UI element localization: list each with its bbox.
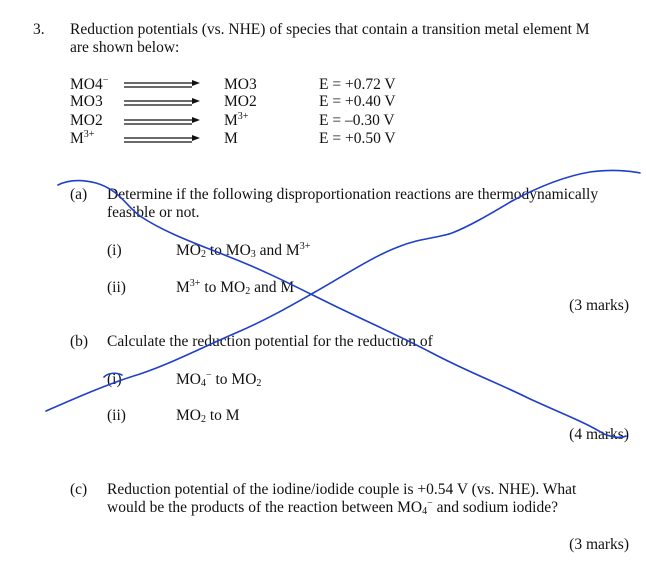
reaction-3-reactant: MO2 [70, 112, 103, 129]
part-b-ii-text: $MO_2$ to M [176, 407, 240, 425]
reaction-3-product: $M^{3+}$ [224, 111, 249, 129]
part-a-text-line2: feasible or not. [107, 204, 200, 221]
part-c-marks: (3 marks) [569, 536, 629, 553]
part-b-text: Calculate the reduction potential for the reduction of [107, 333, 433, 350]
reaction-4-reactant: $M^{3+}$ [70, 129, 95, 147]
equilibrium-arrow-2 [124, 98, 200, 105]
equilibrium-arrow-1 [124, 80, 200, 87]
part-b-ii-label: (ii) [107, 407, 126, 424]
equilibrium-arrows [120, 76, 200, 156]
part-a-ii-label: (ii) [107, 279, 126, 296]
part-b-marks: (4 marks) [569, 426, 629, 443]
reaction-2-product: MO2 [224, 93, 257, 110]
part-a-i-label: (i) [107, 242, 122, 259]
question-intro-line2: are shown below: [70, 39, 180, 56]
part-a-marks: (3 marks) [569, 297, 629, 314]
part-b-i-text: $MO_4^-$ to $MO_2$ [176, 370, 262, 389]
part-a-label: (a) [70, 186, 88, 203]
part-c-label: (c) [70, 481, 88, 498]
equilibrium-arrow-4 [124, 135, 200, 142]
reaction-2-reactant: MO3 [70, 93, 103, 110]
reaction-1-potential: E = +0.72 V [319, 76, 396, 93]
part-c-text-line2: would be the products of the reaction between $MO_4^-$ and sodium iodide? [107, 498, 558, 517]
part-a-text-line1: Determine if the following disproportionation reactions are thermodynamically [107, 186, 599, 203]
question-intro-line1: Reduction potentials (vs. NHE) of species that contain a transition metal element M [70, 21, 590, 38]
equilibrium-arrow-3 [124, 117, 200, 124]
reaction-4-product: M [224, 130, 238, 147]
reaction-4-potential: E = +0.50 V [319, 130, 396, 147]
reaction-1-reactant: MO4− [70, 75, 109, 93]
reaction-1-product: MO3 [224, 76, 257, 93]
reaction-3-potential: E = –0.30 V [319, 112, 395, 129]
part-a-i-text: $MO_2$ to $MO_3$ and $M^{3+}$ [176, 241, 311, 260]
part-b-i-label: (i) [107, 371, 122, 388]
part-b-label: (b) [70, 333, 89, 350]
question-number: 3. [33, 21, 45, 38]
reaction-2-potential: E = +0.40 V [319, 93, 396, 110]
part-a-ii-text: $M^{3+}$ to $MO_2$ and M [176, 278, 295, 297]
part-c-text-line1: Reduction potential of the iodine/iodide couple is +0.54 V (vs. NHE). What [107, 481, 577, 498]
